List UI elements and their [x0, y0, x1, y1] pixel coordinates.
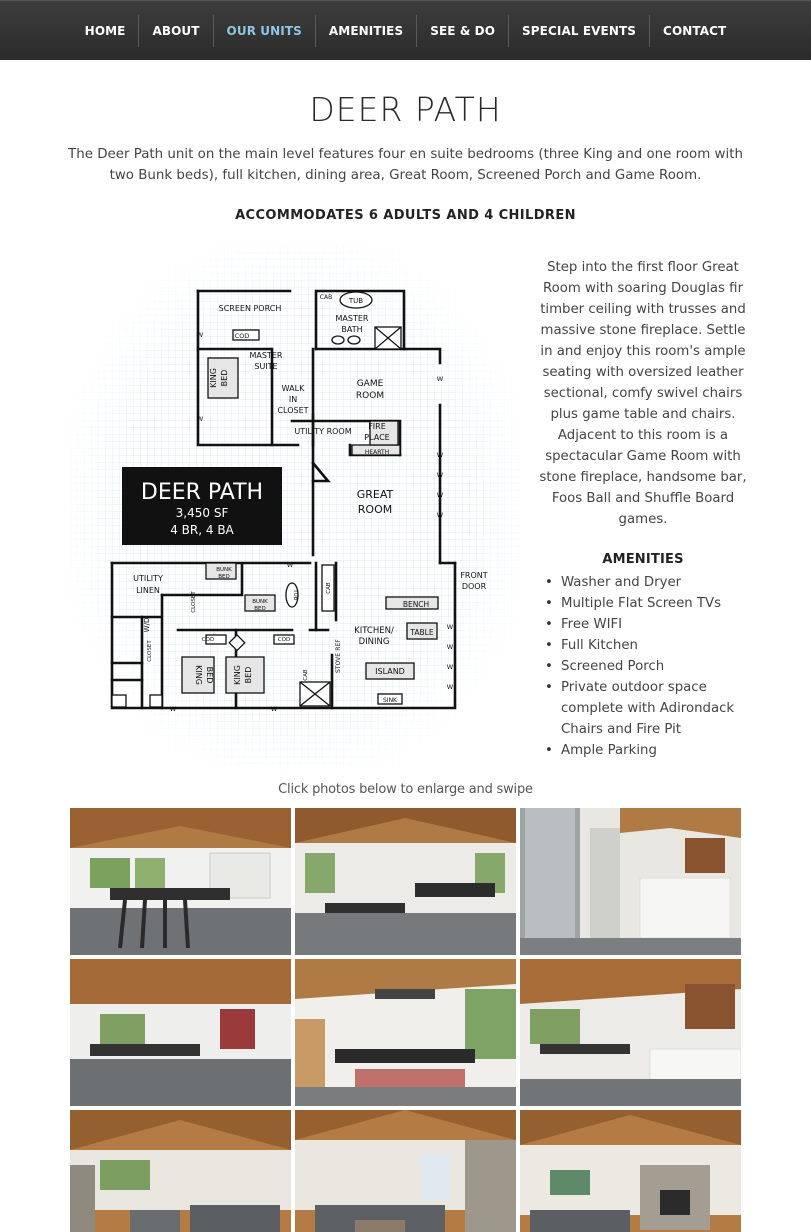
gallery-photo[interactable] — [70, 1110, 291, 1232]
nav-item-contact[interactable]: CONTACT — [649, 15, 739, 47]
label-ref: REF — [335, 639, 342, 651]
label-utility-room: UTILITY ROOM — [294, 427, 352, 436]
nav-item-home[interactable]: HOME — [84, 24, 126, 38]
label-w-7: W — [169, 705, 177, 713]
label-closet-1: CLOSET — [191, 591, 197, 613]
label-table: TABLE — [410, 628, 434, 637]
label-front-door-2: DOOR — [461, 582, 487, 591]
label-w-3: W — [436, 471, 444, 479]
label-w-9: W — [446, 623, 454, 631]
amenity-item: • Private outdoor space complete with Adirondack Chairs and Fire Pit — [543, 677, 753, 740]
great-room-photo — [70, 1110, 291, 1232]
label-cab-3: CAB — [303, 669, 309, 681]
nav-item-about[interactable]: ABOUT — [138, 15, 212, 47]
label-w-1: W — [436, 375, 444, 383]
label-master-bath-2: BATH — [341, 325, 363, 334]
label-screen-porch: SCREEN PORCH — [218, 304, 282, 313]
amenity-item: • Full Kitchen — [543, 635, 753, 656]
label-w-14: W — [196, 415, 204, 423]
kitchen-dining-photo — [295, 808, 516, 955]
label-utility-linen-1: UTILITY — [133, 574, 163, 583]
label-tub-1: TUB — [348, 297, 364, 305]
label-w-12: W — [446, 683, 454, 691]
label-closet: CLOSET — [277, 406, 309, 415]
kitchen-bar-photo — [520, 959, 741, 1106]
top-navigation — [0, 0, 811, 60]
amenity-item: • Screened Porch — [543, 656, 753, 677]
amenity-item: • Ample Parking — [543, 740, 753, 761]
label-w-5: W — [436, 511, 444, 519]
floor-plan-image — [70, 245, 520, 770]
gallery-photo[interactable] — [295, 808, 516, 955]
great-room-sectional-photo — [295, 1110, 516, 1232]
hallway-photo — [520, 808, 741, 955]
living-room-fireplace-photo — [520, 1110, 741, 1232]
label-w-6: W — [286, 561, 294, 569]
floorplan-badge-title: DEER PATH — [140, 480, 264, 505]
label-bench: BENCH — [402, 600, 430, 609]
unit-description: Step into the first floor Great Room with soaring Douglas fir timber ceiling with trusses and massive stone fireplace. Settle in and enjoy this room's ample seating with oversized leather sectional, comfy swivel chairs plus game table and chairs. Adjacent to this room is a spectacular Game Room with stone fireplace, handsome bar, Foos Ball and Shuffle Board games. — [539, 260, 747, 527]
label-front-door-1: FRONT — [460, 571, 488, 580]
label-in: IN — [288, 395, 298, 404]
nav-item-amenities[interactable]: AMENITIES — [315, 15, 416, 47]
amenity-item: • Multiple Flat Screen TVs — [543, 593, 753, 614]
label-king-3a: KING — [233, 665, 242, 685]
label-walk: WALK — [281, 384, 305, 393]
label-great-room-2: ROOM — [357, 503, 393, 516]
gallery-photo[interactable] — [295, 959, 516, 1106]
label-bunk-2a: BUNK — [252, 599, 268, 605]
label-hearth: HEARTH — [364, 449, 390, 456]
label-wd: W/D — [143, 617, 151, 633]
label-kitchen-1: KITCHEN/ — [354, 626, 394, 636]
amenity-item: • Washer and Dryer — [543, 572, 753, 593]
label-cod-3: COD — [277, 637, 291, 643]
dining-bench-photo — [295, 959, 516, 1106]
gallery-photo[interactable] — [520, 808, 741, 955]
amenities-list — [543, 572, 753, 761]
label-utility-linen-2: LINEN — [136, 586, 160, 595]
accommodates-text: ACCOMMODATES 6 ADULTS AND 4 CHILDREN — [235, 208, 576, 223]
gallery-photo[interactable] — [520, 1110, 741, 1232]
label-great-room-1: GREAT — [356, 488, 394, 501]
page-title: DEER PATH — [309, 90, 502, 129]
amenity-item: • Free WIFI — [543, 614, 753, 635]
label-bunk-1a: BUNK — [216, 567, 232, 573]
label-island: ISLAND — [375, 667, 405, 676]
label-w-2: W — [436, 451, 444, 459]
label-tub-2: TUB — [292, 589, 298, 601]
label-king-2b: BED — [205, 666, 214, 684]
label-cod-2: COD — [201, 637, 215, 643]
label-cod-1: COD — [234, 332, 250, 340]
label-w-4: W — [436, 491, 444, 499]
label-master-suite-2: SUITE — [254, 362, 278, 371]
gallery-photo[interactable] — [70, 959, 291, 1106]
label-game-room-2: ROOM — [355, 391, 385, 401]
label-king-1b: BED — [220, 369, 229, 387]
label-bunk-1b: BED — [218, 574, 230, 580]
label-fireplace-2: PLACE — [364, 433, 390, 442]
floorplan-badge-rooms: 4 BR, 4 BA — [170, 523, 234, 537]
label-fireplace-1: FIRE — [368, 422, 386, 431]
label-sink: SINK — [382, 697, 398, 704]
label-w-11: W — [446, 663, 454, 671]
kitchen-view-photo — [70, 959, 291, 1106]
label-w-13: W — [196, 331, 204, 339]
gallery-photo[interactable] — [295, 1110, 516, 1232]
intro-paragraph: The Deer Path unit on the main level features four en suite bedrooms (three King and one room with two Bunk beds), full kitchen, dining area, Great Room, Screened Porch and Game Room. — [68, 147, 743, 183]
label-kitchen-2: DINING — [358, 637, 390, 647]
label-master-suite-1: MASTER — [249, 351, 283, 360]
nav-item-see-do[interactable]: SEE & DO — [416, 15, 508, 47]
label-king-3b: BED — [244, 666, 253, 684]
label-w-8: W — [270, 705, 278, 713]
amenities-heading: AMENITIES — [602, 552, 684, 567]
label-king-1a: KING — [209, 368, 218, 388]
floorplan-badge-sf: 3,450 SF — [175, 506, 229, 520]
label-stove: STOVE — [335, 653, 342, 673]
label-bunk-2b: BED — [254, 606, 266, 612]
gallery-hint: Click photos below to enlarge and swipe — [278, 782, 533, 797]
kitchen-photo — [70, 808, 291, 955]
label-cab-1: CAB — [319, 294, 333, 301]
label-closet-2: CLOSET — [147, 640, 153, 662]
gallery-photo[interactable] — [70, 808, 291, 955]
label-w-10: W — [446, 643, 454, 651]
label-game-room-1: GAME — [356, 379, 384, 389]
nav-menu — [0, 1, 811, 61]
nav-item-special-events[interactable]: SPECIAL EVENTS — [508, 15, 649, 47]
label-king-2a: KING — [194, 665, 203, 685]
label-cab-2: CAB — [326, 582, 332, 594]
gallery-photo[interactable] — [520, 959, 741, 1106]
label-master-bath-1: MASTER — [335, 314, 369, 323]
nav-item-our-units[interactable]: OUR UNITS — [213, 15, 315, 47]
